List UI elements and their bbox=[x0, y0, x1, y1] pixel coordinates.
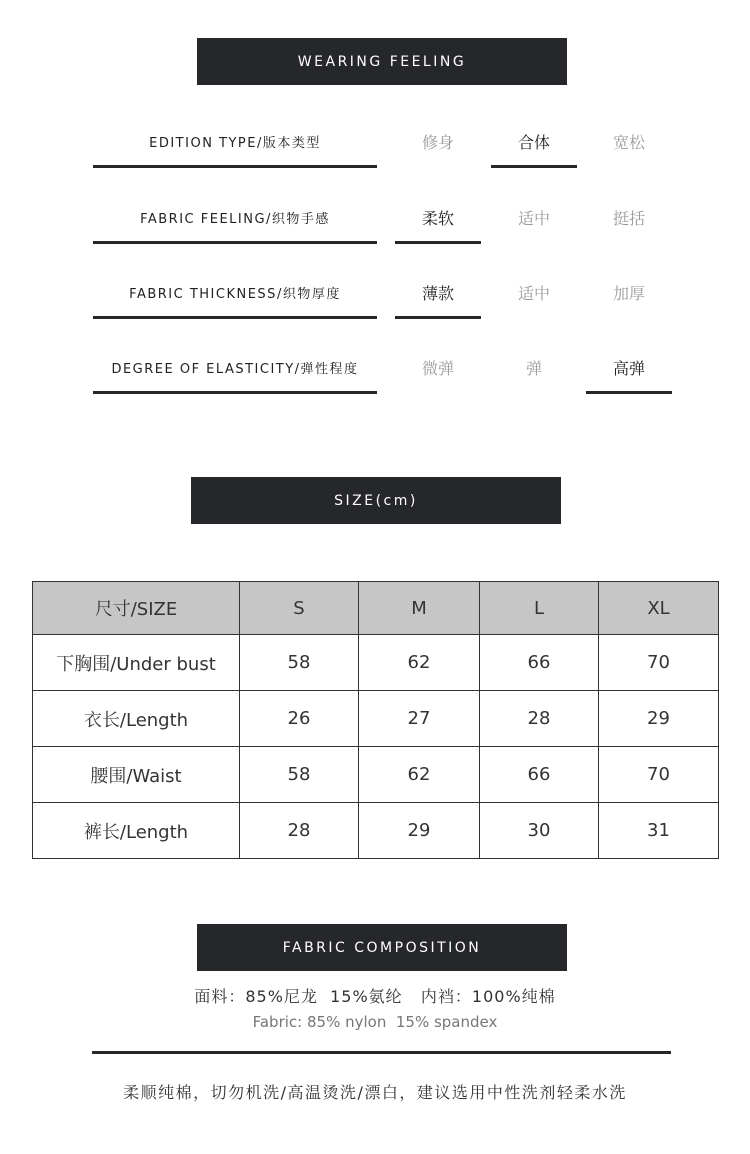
divider bbox=[92, 1051, 671, 1054]
label-underline bbox=[93, 391, 377, 394]
feel-label: FABRIC THICKNESS/织物厚度 bbox=[129, 286, 341, 302]
table-cell: 62 bbox=[359, 747, 480, 803]
care-instructions: 柔顺纯棉，切勿机洗/高温烫洗/漂白，建议选用中性洗剂轻柔水洗 bbox=[123, 1083, 627, 1102]
table-cell: 58 bbox=[240, 635, 359, 691]
feel-label: EDITION TYPE/版本类型 bbox=[149, 135, 321, 151]
wearing-feeling-banner bbox=[197, 38, 567, 85]
feel-label: DEGREE OF ELASTICITY/弹性程度 bbox=[111, 361, 359, 377]
table-cell: 28 bbox=[480, 691, 599, 747]
header-cell: M bbox=[359, 582, 480, 635]
size-banner bbox=[191, 477, 561, 524]
fabric-composition-title: FABRIC COMPOSITION bbox=[282, 939, 482, 956]
table-cell: 66 bbox=[480, 747, 599, 803]
selected-underline bbox=[395, 316, 481, 319]
header-cell: L bbox=[480, 582, 599, 635]
table-cell: 58 bbox=[240, 747, 359, 803]
option-selected: 柔软 bbox=[421, 208, 454, 228]
header-cell: S bbox=[240, 582, 359, 635]
option: 适中 bbox=[517, 208, 550, 228]
table-cell: 裤长/Length bbox=[33, 803, 240, 859]
table-row bbox=[33, 747, 719, 803]
table-cell: 62 bbox=[359, 635, 480, 691]
table-cell: 70 bbox=[599, 635, 719, 691]
option: 宽松 bbox=[612, 132, 645, 152]
selected-underline bbox=[586, 391, 672, 394]
option: 适中 bbox=[517, 283, 550, 303]
option: 弹 bbox=[525, 358, 542, 378]
header-cell: 尺寸/SIZE bbox=[33, 582, 240, 635]
table-row bbox=[33, 803, 719, 859]
feel-row-elasticity bbox=[0, 346, 750, 416]
table-cell: 26 bbox=[240, 691, 359, 747]
selected-underline bbox=[395, 241, 481, 244]
option: 加厚 bbox=[612, 283, 645, 303]
label-underline bbox=[93, 316, 377, 319]
header-cell: XL bbox=[599, 582, 719, 635]
fabric-composition-banner bbox=[197, 924, 567, 971]
table-cell: 29 bbox=[359, 803, 480, 859]
option-selected: 高弹 bbox=[612, 358, 645, 378]
table-cell: 下胸围/Under bust bbox=[33, 635, 240, 691]
feel-row-fabric-feeling bbox=[0, 196, 750, 266]
feel-label: FABRIC FEELING/织物手感 bbox=[140, 211, 330, 227]
selected-underline bbox=[491, 165, 577, 168]
table-cell: 30 bbox=[480, 803, 599, 859]
table-header-row bbox=[33, 582, 719, 635]
option: 修身 bbox=[421, 132, 454, 152]
option-selected: 薄款 bbox=[421, 283, 454, 303]
feel-row-fabric-thickness bbox=[0, 271, 750, 341]
label-underline bbox=[93, 165, 377, 168]
option-selected: 合体 bbox=[517, 132, 550, 152]
size-table bbox=[32, 581, 719, 859]
size-title: SIZE(cm) bbox=[334, 492, 418, 509]
label-underline bbox=[93, 241, 377, 244]
feel-row-edition-type bbox=[0, 120, 750, 190]
composition-english: Fabric: 85% nylon 15% spandex bbox=[252, 1013, 498, 1031]
table-row bbox=[33, 691, 719, 747]
option: 挺括 bbox=[612, 208, 645, 228]
table-cell: 腰围/Waist bbox=[33, 747, 240, 803]
table-row bbox=[33, 635, 719, 691]
composition-chinese: 面料：85%尼龙 15%氨纶 内裆：100%纯棉 bbox=[194, 987, 556, 1006]
table-cell: 31 bbox=[599, 803, 719, 859]
wearing-feeling-title: WEARING FEELING bbox=[297, 53, 467, 70]
table-cell: 衣长/Length bbox=[33, 691, 240, 747]
table-cell: 66 bbox=[480, 635, 599, 691]
table-cell: 29 bbox=[599, 691, 719, 747]
table-cell: 28 bbox=[240, 803, 359, 859]
option: 微弹 bbox=[421, 358, 454, 378]
table-cell: 70 bbox=[599, 747, 719, 803]
table-cell: 27 bbox=[359, 691, 480, 747]
